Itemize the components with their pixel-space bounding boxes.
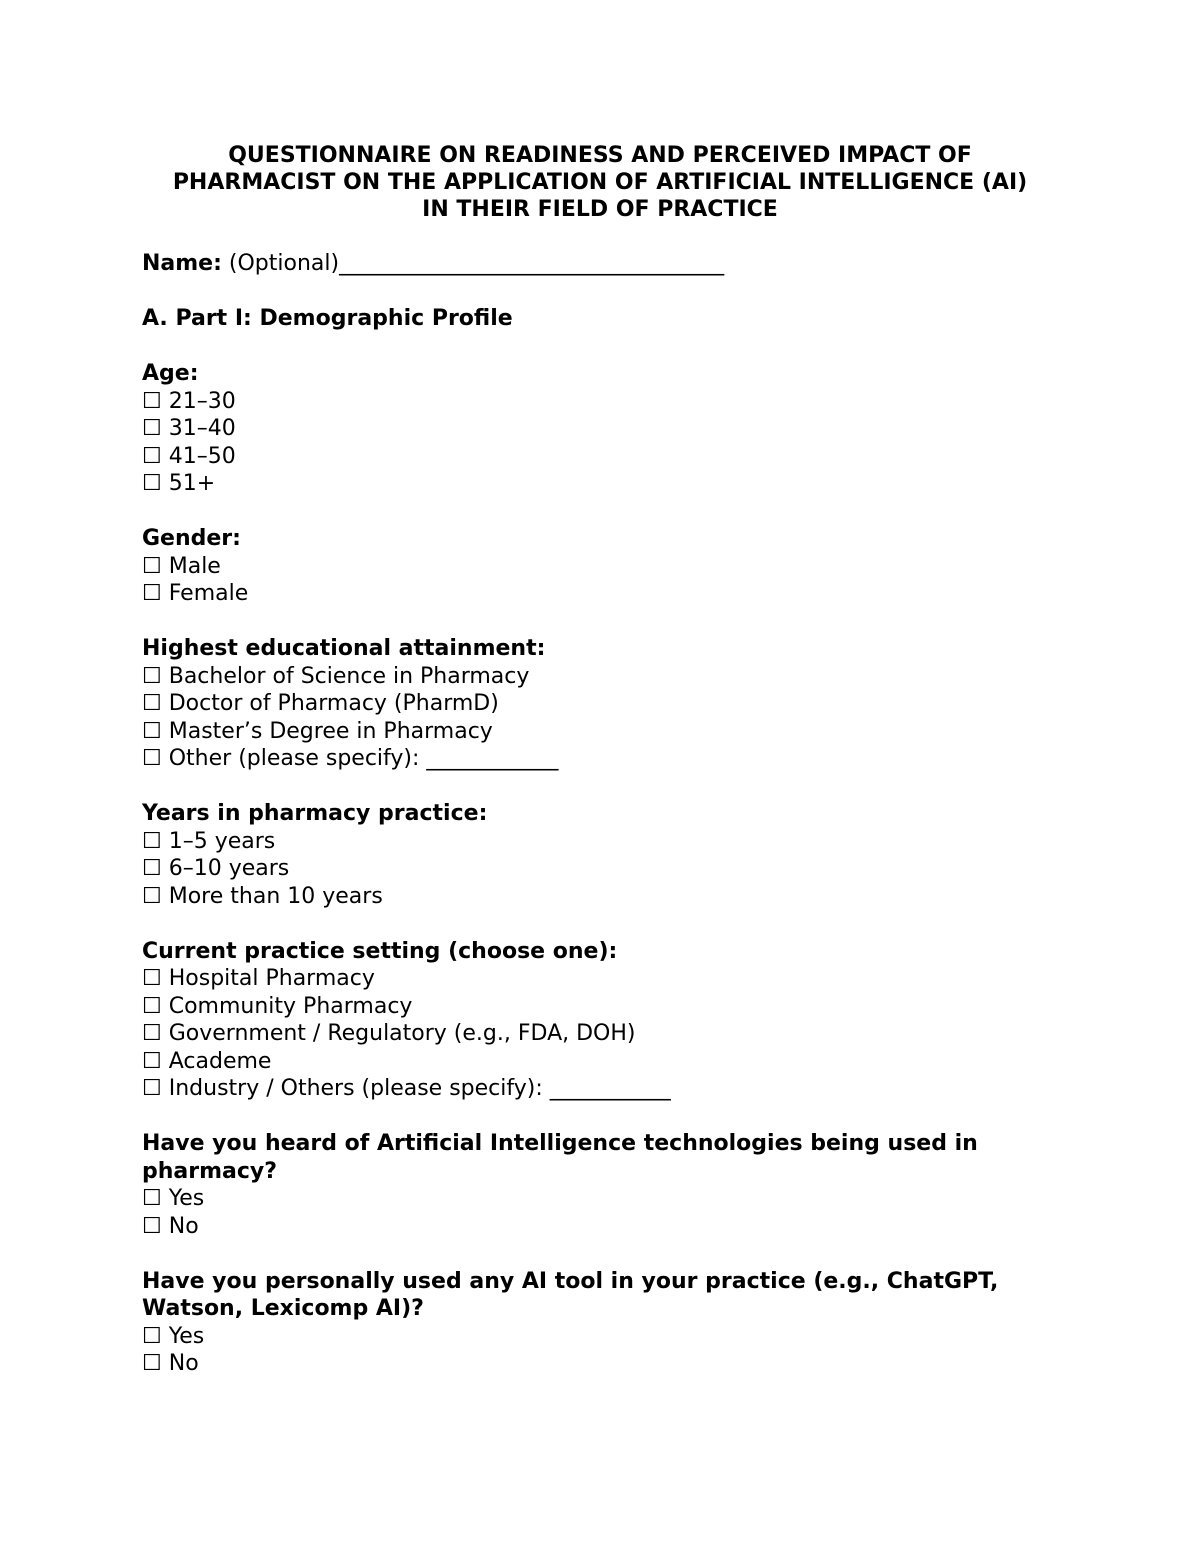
option-label: 1–5 years [168, 828, 276, 854]
option-31-40[interactable] [142, 415, 1062, 443]
checkbox-icon[interactable]: ☐ [142, 691, 162, 716]
name-hint: (Optional) [221, 251, 340, 276]
spacer [142, 1240, 1062, 1268]
checkbox-icon[interactable]: ☐ [142, 443, 162, 469]
spacer [142, 278, 1062, 306]
option-label: Academe [168, 1048, 272, 1074]
option-female[interactable] [142, 580, 1062, 608]
option-hospital-pharmacy[interactable] [142, 965, 1062, 993]
option-community-pharmacy[interactable] [142, 993, 1062, 1021]
checkbox-icon[interactable]: ☐ [142, 388, 162, 414]
document-title [100, 142, 1100, 223]
option-label: Female [168, 581, 249, 606]
checkbox-icon[interactable]: ☐ [142, 828, 162, 854]
question-label: Gender: [142, 526, 241, 551]
option-master-s-degree-in-pharmacy[interactable] [142, 718, 1062, 746]
option-51[interactable] [142, 470, 1062, 498]
title-line-2: PHARMACIST ON THE APPLICATION OF ARTIFICIAL INTELLIGENCE (AI) [172, 170, 1028, 195]
name-label: Name: [142, 251, 222, 276]
question-block [142, 800, 1062, 910]
option-label: 51+ [168, 471, 216, 496]
checkbox-icon[interactable]: ☐ [142, 746, 162, 771]
option-label: Bachelor of Science in Pharmacy [168, 663, 530, 689]
checkbox-icon[interactable]: ☐ [142, 553, 162, 579]
option-6-10-years[interactable] [142, 855, 1062, 883]
option-label: More than 10 years [168, 883, 383, 909]
checkbox-icon[interactable]: ☐ [142, 1351, 162, 1376]
option-label: Hospital Pharmacy [168, 966, 375, 991]
option-government-regulatory-e-g-fda-doh[interactable] [142, 1020, 1062, 1048]
option-label: No [168, 1213, 199, 1239]
name-field[interactable] [142, 250, 1062, 278]
option-label: Yes [168, 1323, 205, 1349]
option-bachelor-of-science-in-pharmacy[interactable] [142, 663, 1062, 691]
question-block [142, 635, 1062, 773]
option-no[interactable] [142, 1350, 1062, 1378]
option-label: Yes [168, 1186, 205, 1211]
spacer [142, 608, 1062, 636]
question-list [142, 360, 1062, 1378]
spacer [142, 1103, 1062, 1131]
name-blank-line[interactable]: ___________________________________ [339, 251, 725, 276]
option-academe[interactable] [142, 1048, 1062, 1076]
checkbox-icon[interactable]: ☐ [142, 966, 162, 991]
question-block [142, 360, 1062, 498]
option-21-30[interactable] [142, 388, 1062, 416]
checkbox-icon[interactable]: ☐ [142, 993, 162, 1019]
option-label: Industry / Others (please specify): ___________ [168, 1076, 671, 1101]
question-label: Current practice setting (choose one): [142, 938, 618, 964]
option-more-than-10-years[interactable] [142, 883, 1062, 911]
checkbox-icon[interactable]: ☐ [142, 1021, 162, 1046]
section-heading: A. Part I: Demographic Profile [142, 306, 513, 331]
option-other-please-specify[interactable] [142, 745, 1062, 773]
option-industry-others-please-specify[interactable] [142, 1075, 1062, 1103]
option-label: Male [168, 553, 221, 579]
question-block [142, 525, 1062, 608]
question-label: Have you personally used any AI tool in your practice (e.g., ChatGPT, Watson, Lexicomp AI)? [142, 1268, 999, 1321]
checkbox-icon[interactable]: ☐ [142, 883, 162, 909]
question-label: Highest educational attainment: [142, 636, 546, 661]
option-label: Government / Regulatory (e.g., FDA, DOH) [168, 1021, 636, 1046]
option-label: No [168, 1351, 199, 1376]
checkbox-icon[interactable]: ☐ [142, 416, 162, 441]
spacer [142, 910, 1062, 938]
checkbox-icon[interactable]: ☐ [142, 663, 162, 689]
question-block [142, 1268, 1062, 1378]
title-line-1: QUESTIONNAIRE ON READINESS AND PERCEIVED IMPACT OF [228, 143, 972, 168]
option-1-5-years[interactable] [142, 828, 1062, 856]
question-block [142, 938, 1062, 1103]
option-label: Doctor of Pharmacy (PharmD) [168, 691, 499, 716]
option-yes[interactable] [142, 1323, 1062, 1351]
checkbox-icon[interactable]: ☐ [142, 856, 162, 881]
option-label: Community Pharmacy [168, 993, 413, 1019]
option-41-50[interactable] [142, 443, 1062, 471]
checkbox-icon[interactable]: ☐ [142, 1186, 162, 1211]
option-male[interactable] [142, 553, 1062, 581]
question-label: Years in pharmacy practice: [142, 801, 488, 826]
option-label: 41–50 [168, 443, 236, 469]
checkbox-icon[interactable]: ☐ [142, 1048, 162, 1074]
checkbox-icon[interactable]: ☐ [142, 581, 162, 606]
option-label: 6–10 years [168, 856, 290, 881]
checkbox-icon[interactable]: ☐ [142, 1213, 162, 1239]
question-label: Age: [142, 361, 199, 386]
option-yes[interactable] [142, 1185, 1062, 1213]
spacer [142, 773, 1062, 801]
option-label: Master’s Degree in Pharmacy [168, 718, 493, 744]
option-doctor-of-pharmacy-pharmd[interactable] [142, 690, 1062, 718]
question-block [142, 1130, 1062, 1240]
checkbox-icon[interactable]: ☐ [142, 1076, 162, 1101]
spacer [142, 498, 1062, 526]
spacer [142, 333, 1062, 361]
checkbox-icon[interactable]: ☐ [142, 471, 162, 496]
questionnaire-body [142, 250, 1062, 1378]
option-label: Other (please specify): ____________ [168, 746, 559, 771]
title-line-3: IN THEIR FIELD OF PRACTICE [422, 197, 778, 222]
checkbox-icon[interactable]: ☐ [142, 718, 162, 744]
question-label: Have you heard of Artificial Intelligence technologies being used in pharmacy? [142, 1131, 978, 1184]
option-label: 21–30 [168, 388, 236, 414]
option-no[interactable] [142, 1213, 1062, 1241]
option-label: 31–40 [168, 416, 236, 441]
checkbox-icon[interactable]: ☐ [142, 1323, 162, 1349]
